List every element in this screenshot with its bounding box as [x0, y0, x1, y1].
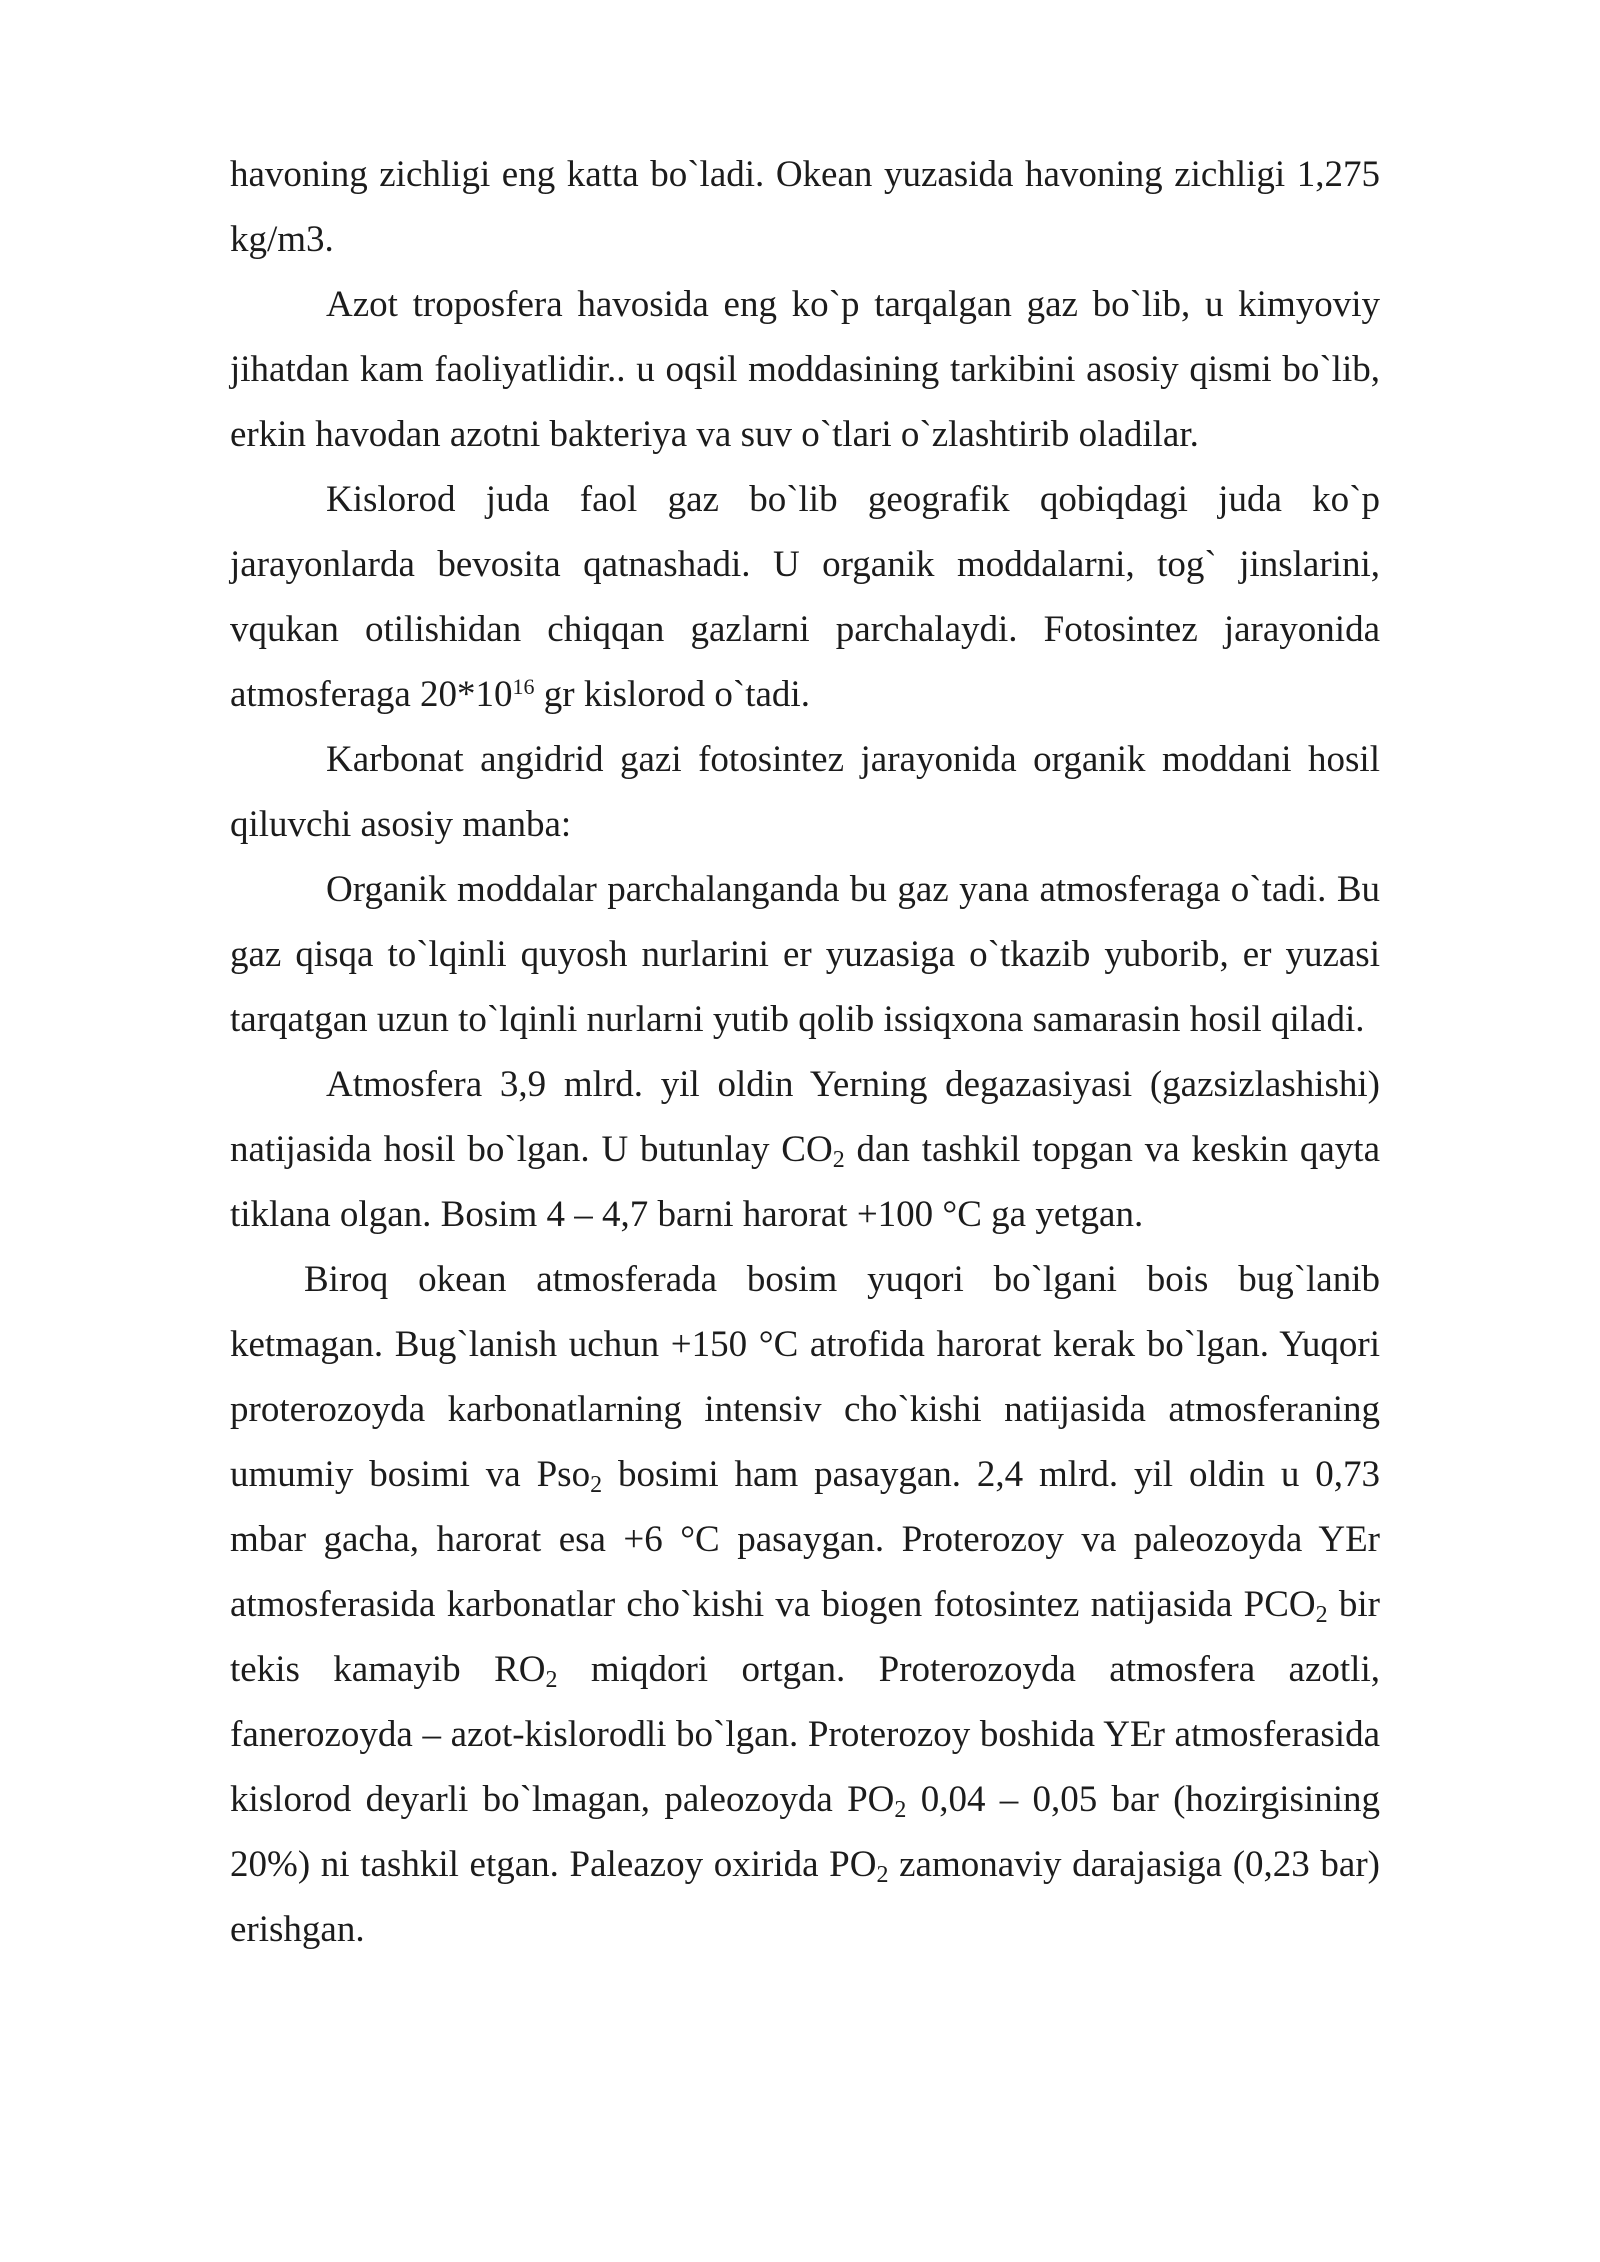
paragraph-p7 [230, 1247, 1380, 1962]
paragraph-p2 [230, 272, 1380, 467]
paragraph-p6 [230, 1052, 1380, 1247]
text-segment: zamonaviy darajasiga (0,23 bar) erishgan. [230, 1844, 1380, 1950]
text-segment: Biroq okean atmosferada bosim yuqori bo`lgani bois bug`lanib ketmagan. Bug`lanish uchun +150 °C atrofida harorat kerak bo`lgan. Yuqori proterozoyda karbonatlarning intensiv cho`kishi natijasida atmosferaning umumiy bosimi va Pso [230, 1259, 1380, 1495]
text-segment: gr kislorod o`tadi. [534, 674, 810, 715]
text-segment: miqdori ortgan. Proterozoyda atmosfera azotli, fanerozoyda – azot-kislorodli bo`lgan. Proterozoy boshida YEr atmosferasida kislorod deyarli bo`lmagan, paleozoyda PO [230, 1649, 1380, 1820]
text-segment: Atmosfera 3,9 mlrd. yil oldin Yerning degazasiyasi (gazsizlashishi) natijasida hosil bo`lgan. U butunlay CO [230, 1064, 1380, 1170]
text-segment: bir tekis kamayib RO [230, 1584, 1380, 1690]
subscript: 2 [545, 1667, 558, 1693]
text-segment: Kislorod juda faol gaz bo`lib geografik qobiqdagi juda ko`p jarayonlarda bevosita qatnashadi. U organik moddalarni, tog` jinslarini, vqukan otilishidan chiqqan gazlarni parchalaydi. Fotosintez jarayonida atmosferaga 20*10 [230, 479, 1380, 715]
subscript: 2 [1315, 1602, 1328, 1628]
text-segment: bosimi ham pasaygan. 2,4 mlrd. yil oldin u 0,73 mbar gacha, harorat esa +6 °C pasaygan. Proterozoy va paleozoyda YEr atmosferasida karbonatlar cho`kishi va biogen fotosintez natijasida PCO [230, 1454, 1380, 1625]
subscript: 2 [590, 1472, 603, 1498]
text-segment: dan tashkil topgan va keskin qayta tiklana olgan. Bosim 4 – 4,7 barni harorat +100 °C ga yetgan. [230, 1129, 1380, 1235]
text-segment: Azot troposfera havosida eng ko`p tarqalgan gaz bo`lib, u kimyoviy jihatdan kam faoliyatlidir.. u oqsil moddasining tarkibini asosiy qismi bo`lib, erkin havodan azotni bakteriya va suv o`tlari o`zlashtirib oladilar. [230, 284, 1380, 455]
superscript: 16 [512, 674, 535, 699]
document-page [230, 142, 1380, 1962]
paragraph-p4 [230, 727, 1380, 857]
text-segment: Organik moddalar parchalanganda bu gaz yana atmosferaga o`tadi. Bu gaz qisqa to`lqinli quyosh nurlarini er yuzasiga o`tkazib yuborib, er yuzasi tarqatgan uzun to`lqinli nurlarni yutib qolib issiqxona samarasin hosil qiladi. [230, 869, 1380, 1040]
paragraph-p5 [230, 857, 1380, 1052]
subscript: 2 [894, 1797, 907, 1823]
subscript: 2 [832, 1147, 845, 1173]
paragraph-p1 [230, 142, 1380, 272]
paragraph-p3 [230, 467, 1380, 727]
subscript: 2 [876, 1862, 889, 1888]
text-segment: havoning zichligi eng katta bo`ladi. Okean yuzasida havoning zichligi 1,275 kg/m3. [230, 154, 1380, 260]
text-segment: 0,04 – 0,05 bar (hozirgisining 20%) ni tashkil etgan. Paleazoy oxirida PO [230, 1779, 1380, 1885]
text-segment: Karbonat angidrid gazi fotosintez jarayonida organik moddani hosil qiluvchi asosiy manba: [230, 739, 1380, 845]
